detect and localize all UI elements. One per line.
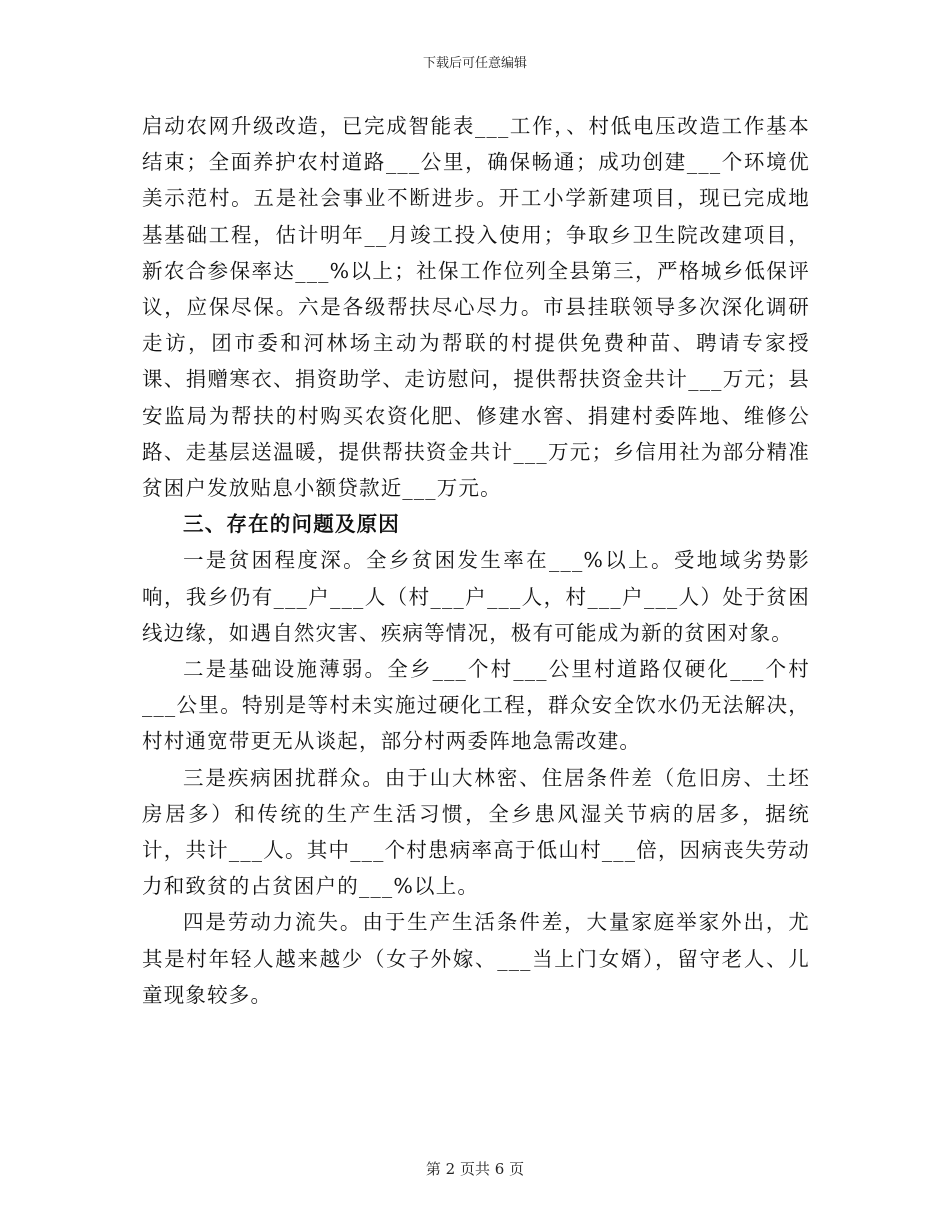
section-heading-problems: 三、存在的问题及原因: [183, 512, 400, 537]
page-footer: 第 2 页共 6 页: [425, 1160, 525, 1178]
paragraph-issue-infrastructure: 二是基础设施薄弱。全乡___个村___公里村道路仅硬化___个村___公里。特别是等村未实施过硬化工程，群众安全饮水仍无法解决，村村通宽带更无从谈起，部分村两委阵地急需改建。: [142, 657, 810, 754]
paragraph-continuation: 启动农网升级改造，已完成智能表___工作，、村低电压改造工作基本结束；全面养护农村道路___公里，确保畅通；成功创建___个环境优美示范村。五是社会事业不断进步。开工小学新建项目，现已完成地基基础工程，估计明年__月竣工投入使用；争取乡卫生院改建项目，新农合参保率达___%以上；社保工作位列全县第三，严格城乡低保评议，应保尽保。六是各级帮扶尽心尽力。市县挂联领导多次深化调研走访，团市委和河林场主动为帮联的村提供免费种苗、聘请专家授课、捐赠寒衣、捐资助学、走访慰问，提供帮扶资金共计___万元；县安监局为帮扶的村购买农资化肥、修建水窖、捐建村委阵地、维修公路、走基层送温暖，提供帮扶资金共计___万元；乡信用社为部分精准贫困户发放贴息小额贷款近___万元。: [142, 114, 810, 501]
page-header: 下载后可任意编辑: [422, 56, 527, 71]
document-body: [142, 108, 810, 1013]
paragraph-issue-disease: 三是疾病困扰群众。由于山大林密、住居条件差（危旧房、土坯房居多）和传统的生产生活习惯，全乡患风湿关节病的居多，据统计，共计___人。其中___个村患病率高于低山村___倍，因病丧失劳动力和致贫的占贫困户的___%以上。: [142, 765, 810, 899]
paragraph-issue-poverty: 一是贫困程度深。全乡贫困发生率在___%以上。受地域劣势影响，我乡仍有___户___人（村___户___人，村___户___人）处于贫困线边缘，如遇自然灾害、疾病等情况，极有可能成为新的贫困对象。: [142, 548, 810, 645]
paragraph-issue-labor: 四是劳动力流失。由于生产生活条件差，大量家庭举家外出，尤其是村年轻人越来越少（女子外嫁、___当上门女婿），留守老人、儿童现象较多。: [142, 910, 810, 1007]
